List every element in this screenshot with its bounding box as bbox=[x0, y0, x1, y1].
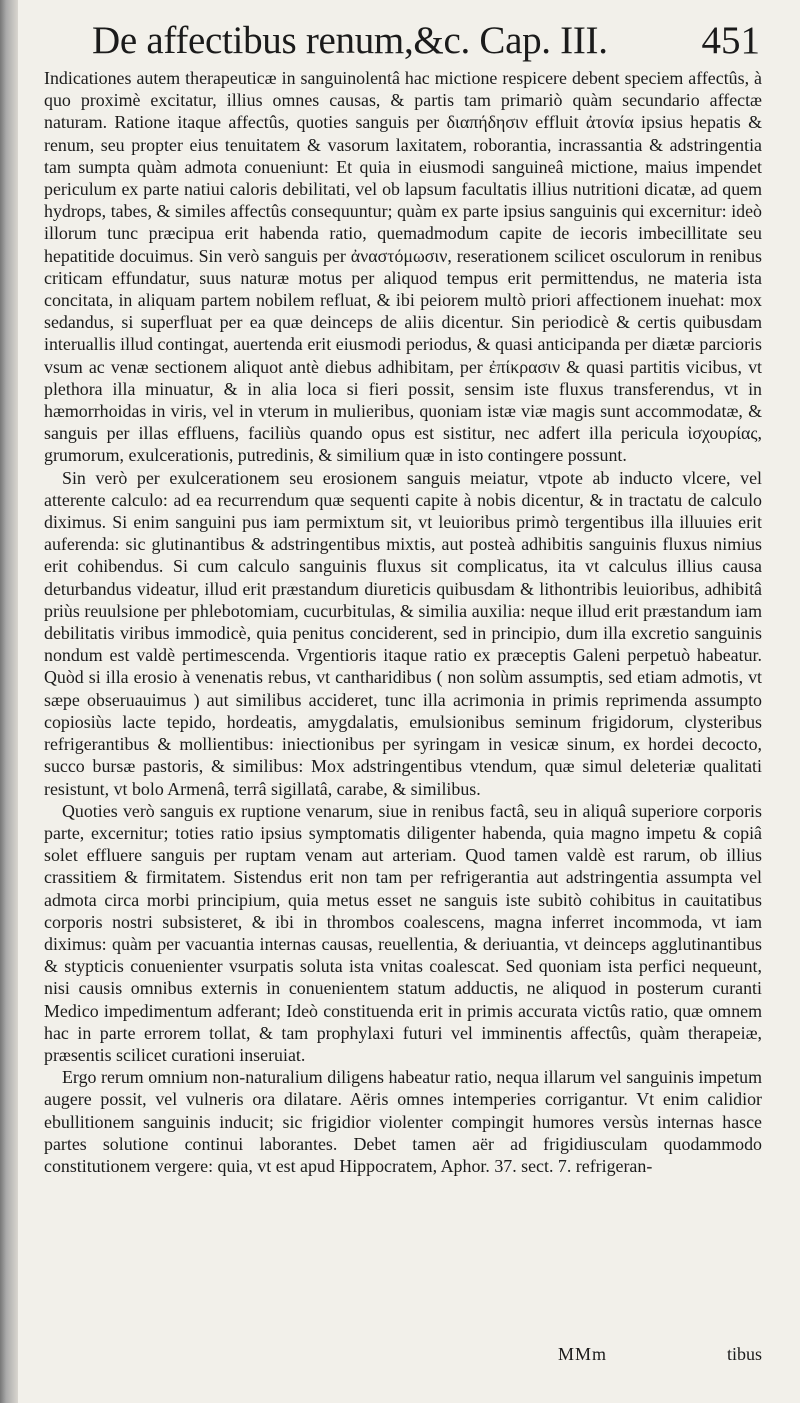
signature-mark: MMm bbox=[557, 1344, 607, 1364]
running-title: De affectibus renum,&c. Cap. III. bbox=[92, 19, 608, 62]
running-header bbox=[92, 18, 762, 63]
catchword: tibus bbox=[726, 1344, 762, 1364]
paragraph-2: Sin verò per exulcerationem seu erosionem sanguis meiatur, vtpote ab inducto vlcere, vel atterente calculo: ad ea recurrendum quæ sequenti capite à nobis dicentur, & in tractatu de calculo diximus. Si enim sanguini pus iam permixtum sit, vt leuioribus primò tergentibus illa illuuies erit auferenda: sic glutinantibus & adstringentibus mixtis, aut posteà adhibitis sanguinis fluxus nimius erit cohibendus. Si cum calculo sanguinis fluxus sit complicatus, ita vt calculus illius causa deturbandus videatur, illud erit præstandum diureticis quibusdam & lithontribis leuioribus, adhibitâ priùs reuulsione per phlebotomiam, cucurbitulas, & similia auxilia: neque illud erit præstandum iam debilitatis viribus immodicè, quia penitus conciderent, sed in principio, dum illa excretio sanguinis nondum est valdè pertimescenda. Vrgentioris itaque ratio ex præceptis Galeni perpetuò habeatur. Quòd si illa erosio à venenatis rebus, vt cantharidibus ( non solùm assumptis, sed etiam admotis, vt sæpe obseruauimus ) aut similibus accideret, tunc illa acrimonia in primis reprimenda assumpto copiosiùs lacte tepido, hordeatis, amygdalatis, emulsionibus seminum frigidorum, clysteribus refrigerantibus & mollientibus: iniectionibus per syringam in vesicæ sinum, ex hordei decocto, succo bursæ pastoris, & similibus: Mox adstringentibus vtendum, quæ simul deleteriæ qualitati resistunt, vt bolo Armenâ, terrâ sigillatâ, carabe, & similibus. bbox=[44, 467, 762, 799]
page-footer bbox=[44, 1344, 762, 1365]
paragraph-3: Quoties verò sanguis ex ruptione venarum, siue in renibus factâ, seu in aliquâ superiore corporis parte, excernitur; toties ratio ipsius symptomatis diligenter habenda, quia magno impetu & copiâ solet effluere sanguis per ruptam venam aut arteriam. Quod tamen valdè est rarum, ob illius crassitiem & firmitatem. Sistendus erit non tam per refrigerantia aut adstringentia assumpta vel admota circa morbi principium, quia metus esset ne sanguis iste subitò cohibitus in cauitatibus corporis nostri subsisteret, & ibi in thrombos coalescens, magna inferret incommoda, vt iam diximus: quàm per vacuantia internas causas, reuellentia, & deriuantia, vt deinceps agglutinantibus & stypticis conuenienter vsurpatis soluta ista vnitas coalescat. Sed quoniam ista perfici nequeunt, nisi causis omnibus externis in conuenientem statum adductis, ne aliquod in posterum curanti Medico impedimentum adferant; Ideò constituenda erit in primis accurata victûs ratio, quæ omnem hac in parte errorem tollat, & tam prophylaxi futuri vel imminentis affectûs, quàm therapeiæ, præsentis scilicet curationi inseruiat. bbox=[44, 800, 762, 1065]
page-number: 451 bbox=[701, 19, 760, 62]
binding-gutter bbox=[0, 0, 18, 1403]
paragraph-1: Indicationes autem therapeuticæ in sanguinolentâ hac mictione respicere debent speciem affectûs, à quo proximè excitatur, illius omnes causas, & partis tam primariò quàm secundario affectæ naturam. Ratione itaque affectûs, quoties sanguis per διαπήδησιν effluit ἀτονία ipsius hepatis & renum, seu propter eius tenuitatem & vasorum laxitatem, roborantia, incrassantia & adstringentia tam sumpta quàm admota conueniunt: Et quia in eiusmodi sanguineâ mictione, maius impendet periculum ex parte natiui caloris debilitati, vel ob lapsum facultatis illius nutritioni dicatæ, ad quem hydrops, tabes, & similes affectûs consequuntur; quàm ex parte ipsius sanguinis qui excernitur: ideò illorum tunc præcipua erit habenda ratio, quemadmodum capite de iecoris imbecillitate seu hepatitide docuimus. Sin verò sanguis per ἀναστόμωσιν, reserationem scilicet osculorum in renibus criticam effundatur, suus naturæ motus per aliquod tempus erit permittendus, ne materia ista concitata, in aliquam partem nobilem refluat, & ibi peiorem multò priori affectionem inuehat: mox sedandus, si superfluat per ea quæ deinceps de aliis dicentur. Sin periodicè & certis quibusdam interuallis illud contingat, auertenda erit eiusmodi periodus, & quasi anticipanda per diætæ parcioris vsum ac venæ sectionem aliquot antè diebus adhibitam, per ἐπίκρασιν & quasi partitis vicibus, vt plethora illa minuatur, & in alia loca si fieri possit, sensim iste fluxus transferendus, vt in hæmorrhoidas in viris, vel in vterum in mulieribus, quoniam istæ viæ magis sunt accommodatæ, & sanguis per illas effluens, faciliùs quando opus est sistitur, nec adfert illa pericula ἰσχουρίας, grumorum, exulcerationis, putredinis, & similium quæ in isto contingere possunt. bbox=[44, 68, 762, 466]
paragraph-4: Ergo rerum omnium non-naturalium diligens habeatur ratio, nequa illarum vel sanguinis impetum augere possit, vel vulneris ora dilatare. Aëris omnes intemperies corrigantur. Vt enim calidior ebullitionem sanguinis inducit; sic frigidior violenter compingit humores versùs internas hasce partes solutione continui laborantes. Debet tamen aër ad frigidiusculam quodammodo constitutionem vergere: quia, vt est apud Hippocratem, Aphor. 37. sect. 7. refrigeran- bbox=[44, 1067, 762, 1176]
